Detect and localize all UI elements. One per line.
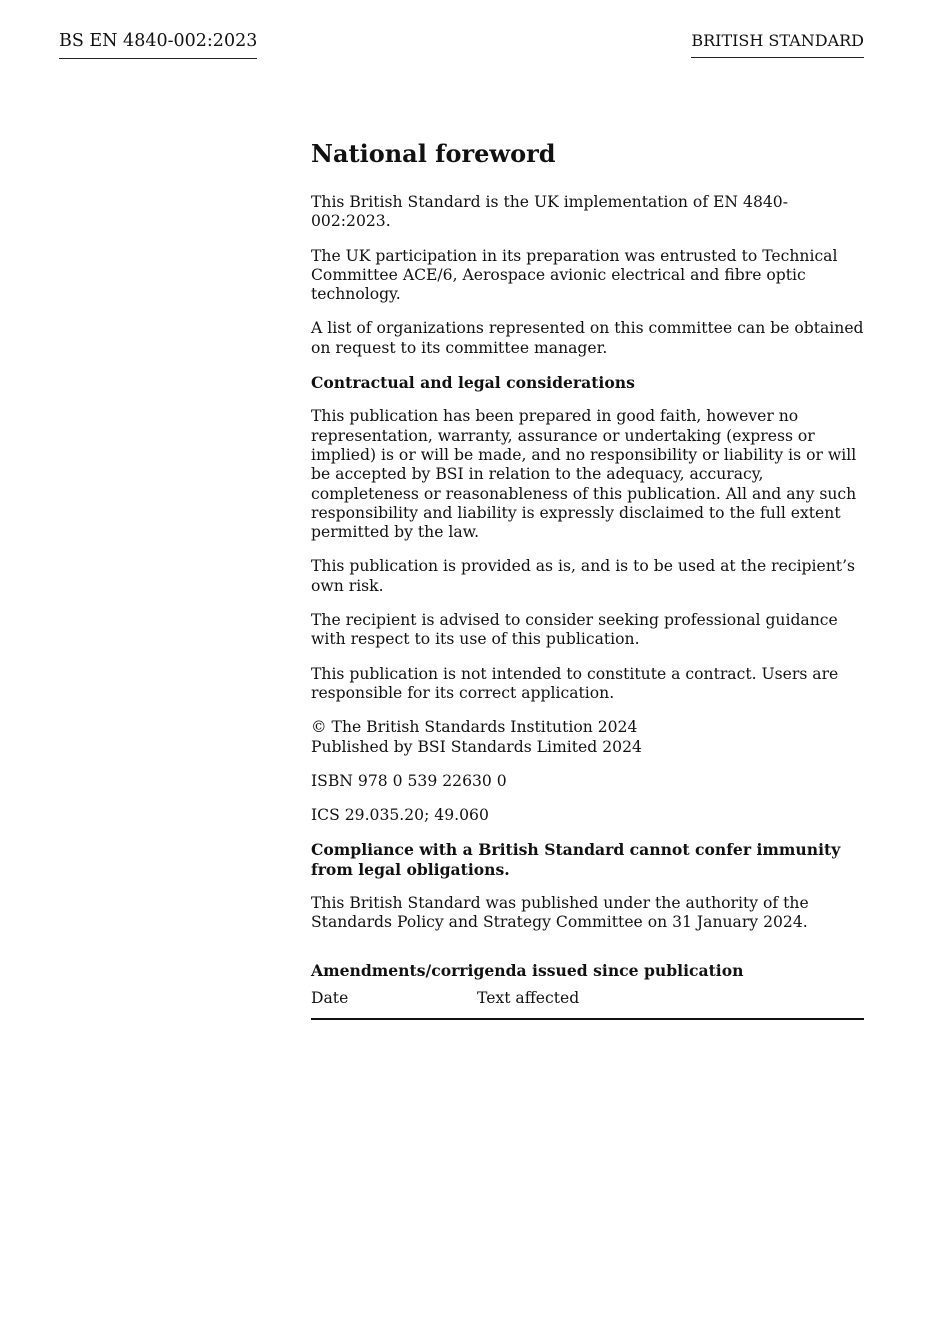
document-type: BRITISH STANDARD xyxy=(691,31,864,58)
committee-paragraph: The UK participation in its preparation was entrusted to Technical Committee ACE/6, Aerospace avionic electrical and fibre optic technology. xyxy=(311,246,838,304)
own-risk-paragraph: This publication is provided as is, and is to be used at the recipient’s own risk. xyxy=(311,557,856,595)
amendments-title: Amendments/corrigenda issued since publication xyxy=(311,960,744,980)
publisher-line: Published by BSI Standards Limited 2024 xyxy=(311,737,642,756)
legal-heading: Contractual and legal considerations xyxy=(311,373,635,393)
national-foreword-section xyxy=(311,138,864,1020)
amendments-date-header: Date xyxy=(311,988,349,1007)
ics: ICS 29.035.20; 49.060 xyxy=(311,806,489,825)
good-faith-paragraph: This publication has been prepared in good faith, however no representation, warranty, assurance or undertaking (express or implied) is or will be made, and no responsibility or liability is or will be accepted by BSI in relation to the adequacy, accuracy, completeness or reasonableness of this publication. All and any such responsibility and liability is expressly disclaimed to the full extent permitted by the law. xyxy=(311,407,857,542)
authority-paragraph: This British Standard was published under the authority of the Standards Policy and Strategy Committee on 31 January 2024. xyxy=(311,894,809,932)
amendments-table xyxy=(311,989,864,1020)
page-title: National foreword xyxy=(311,139,556,168)
implementation-paragraph: This British Standard is the UK implementation of EN 4840-002:2023. xyxy=(311,193,788,231)
organizations-paragraph: A list of organizations represented on this committee can be obtained on request to its committee manager. xyxy=(311,319,864,357)
copyright-line: © The British Standards Institution 2024 xyxy=(311,718,638,737)
contract-paragraph: This publication is not intended to constitute a contract. Users are responsible for its correct application. xyxy=(311,664,839,702)
guidance-paragraph: The recipient is advised to consider seeking professional guidance with respect to its use of this publication. xyxy=(311,611,838,649)
copyright-block xyxy=(311,718,864,757)
isbn: ISBN 978 0 539 22630 0 xyxy=(311,771,507,790)
compliance-statement: Compliance with a British Standard cannot confer immunity from legal obligations. xyxy=(311,840,841,879)
document-id: BS EN 4840-002:2023 xyxy=(59,30,257,59)
amendments-text-header: Text affected xyxy=(477,988,580,1007)
